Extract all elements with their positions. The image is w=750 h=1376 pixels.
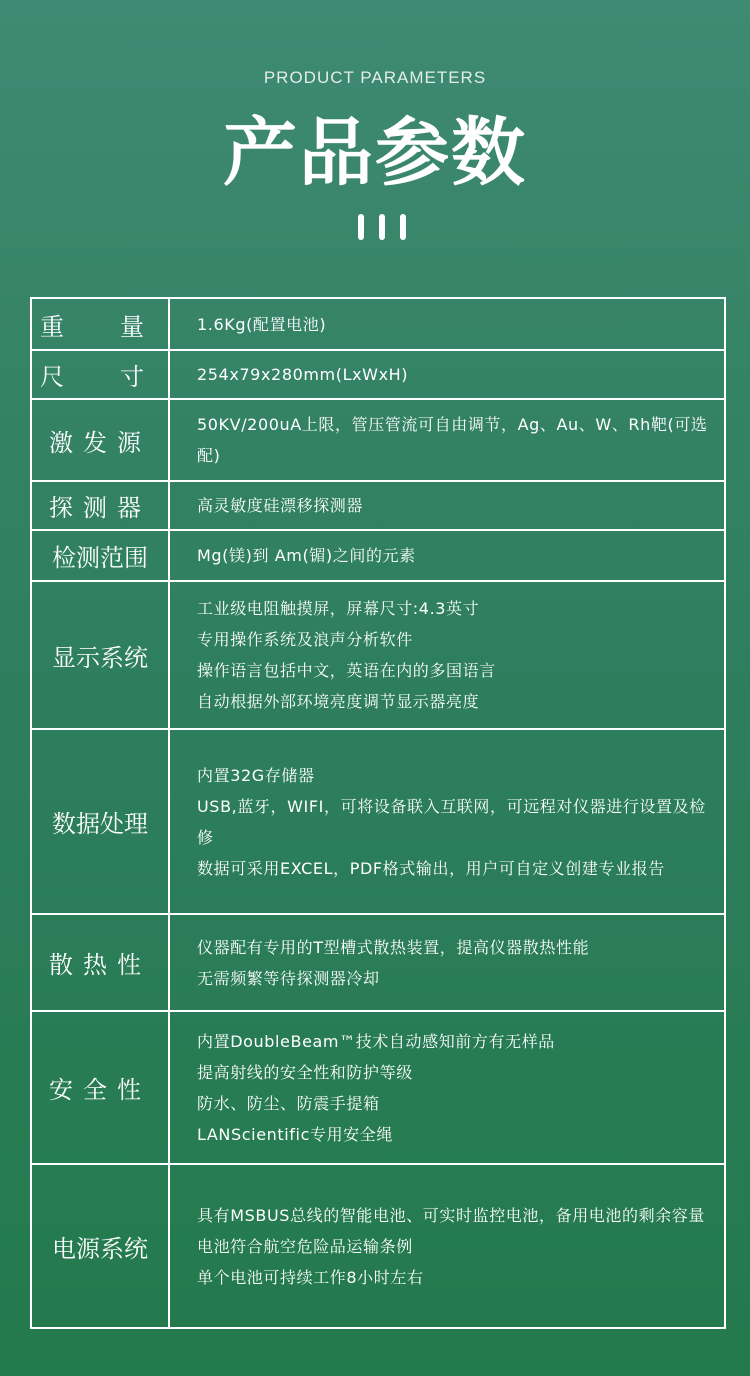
param-label-cell [31, 1164, 169, 1328]
param-row [31, 399, 725, 481]
page-subtitle: PRODUCT PARAMETERS [263, 68, 487, 87]
param-value-line: 1.6Kg(配置电池) [197, 314, 327, 334]
param-value-line: 电池符合航空危险品运输条例 [197, 1236, 413, 1256]
param-value-cell [169, 481, 725, 530]
page-title: 产品参数 [223, 110, 527, 196]
param-row [31, 298, 725, 350]
param-label: 显示系统 [52, 643, 148, 672]
param-label: 安全性 [49, 1076, 151, 1104]
param-label: 电源系统 [52, 1234, 148, 1263]
parameters-table [30, 297, 726, 1329]
param-row [31, 350, 725, 399]
param-row [31, 1011, 725, 1164]
param-row [31, 729, 725, 914]
param-value-line: 单个电池可持续工作8小时左右 [197, 1267, 424, 1287]
parameters-table-body [31, 298, 725, 1328]
param-value-cell [169, 1011, 725, 1164]
bar-mark [358, 214, 364, 240]
param-value-line: 提高射线的安全性和防护等级 [197, 1062, 413, 1082]
param-label: 数据处理 [52, 810, 148, 838]
param-row [31, 481, 725, 530]
param-label: 激发源 [49, 428, 151, 457]
param-row [31, 914, 725, 1011]
param-label: 重 量 [40, 312, 160, 341]
param-value-line: 工业级电阻触摸屏，屏幕尺寸:4.3英寸 [197, 599, 480, 618]
param-value-cell [169, 1164, 725, 1328]
param-value-line: 专用操作系统及浪声分析软件 [197, 630, 413, 649]
param-value-line: 防水、防尘、防震手提箱 [197, 1093, 380, 1113]
param-value-cell [169, 298, 725, 350]
param-value-line: LANScientific专用安全绳 [197, 1124, 393, 1144]
param-row [31, 1164, 725, 1328]
param-value-cell [169, 399, 725, 481]
param-value-line: 254x79x280mm(LxWxH) [197, 365, 409, 384]
param-label-cell [31, 581, 169, 729]
param-label: 散热性 [49, 951, 151, 979]
three-bars-icon [356, 214, 408, 242]
param-value-line: 内置32G存储器 [197, 765, 315, 785]
param-value-line: 高灵敏度硅漂移探测器 [197, 496, 364, 515]
param-label: 尺 寸 [40, 363, 160, 391]
param-value-cell [169, 581, 725, 729]
param-value-line: Mg(镁)到 Am(镅)之间的元素 [197, 546, 416, 565]
bar-mark [400, 214, 406, 240]
param-value-line: 无需频繁等待探测器冷却 [197, 968, 380, 988]
param-label-cell [31, 914, 169, 1011]
param-value-cell [169, 729, 725, 914]
param-value-cell [169, 530, 725, 581]
param-label-cell [31, 298, 169, 350]
param-label-cell [31, 1011, 169, 1164]
param-value-line: USB,蓝牙，WIFI，可将设备联入互联网，可远程对仪器进行设置及检修 [197, 796, 706, 847]
param-value-line: 内置DoubleBeam™技术自动感知前方有无样品 [197, 1031, 555, 1051]
param-value-line: 数据可采用EXCEL，PDF格式输出，用户可自定义创建专业报告 [197, 858, 665, 878]
param-value-line: 50KV/200uA上限，管压管流可自由调节，Ag、Au、W、Rh靶(可选配) [197, 415, 708, 465]
param-value-cell [169, 914, 725, 1011]
param-label-cell [31, 729, 169, 914]
param-value-line: 具有MSBUS总线的智能电池、可实时监控电池，备用电池的剩余容量 [197, 1205, 706, 1225]
param-value-line: 操作语言包括中文，英语在内的多国语言 [197, 661, 496, 680]
param-row [31, 530, 725, 581]
param-value-line: 自动根据外部环境亮度调节显示器亮度 [197, 692, 480, 711]
param-label-cell [31, 399, 169, 481]
param-label: 探测器 [49, 494, 151, 522]
param-row [31, 581, 725, 729]
param-label-cell [31, 481, 169, 530]
bar-mark [379, 214, 385, 240]
param-value-line: 仪器配有专用的T型槽式散热装置，提高仪器散热性能 [197, 937, 590, 957]
param-value-cell [169, 350, 725, 399]
param-label-cell [31, 350, 169, 399]
param-label-cell [31, 530, 169, 581]
param-label: 检测范围 [52, 544, 148, 572]
